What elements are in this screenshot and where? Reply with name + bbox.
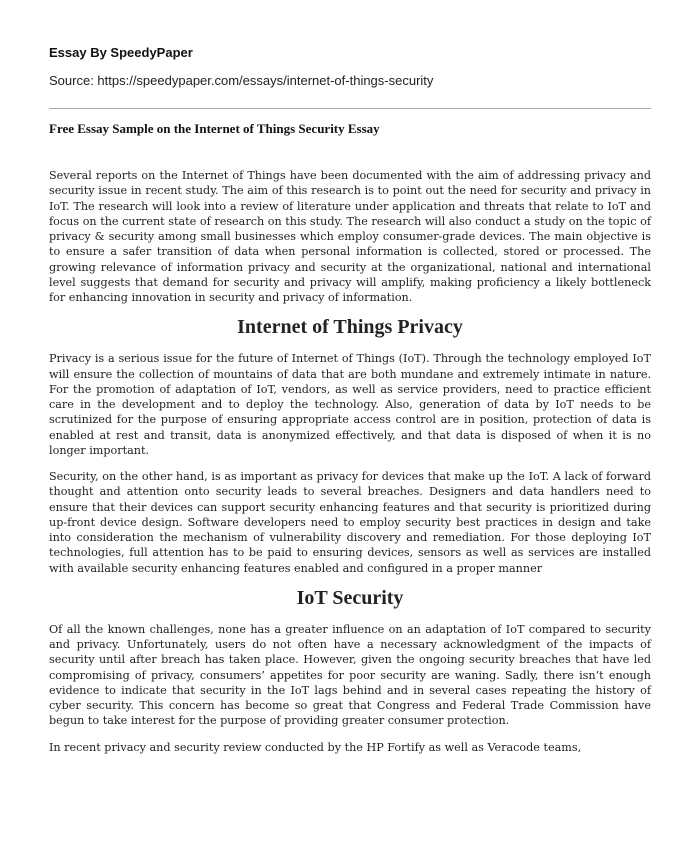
essay-title: Free Essay Sample on the Internet of Things Security Essay: [49, 121, 380, 136]
essay-body: [49, 168, 651, 766]
security-paragraph-2: In recent privacy and security review conducted by the HP Fortify as well as Veracode teams,: [49, 740, 582, 754]
privacy-paragraph-2: Security, on the other hand, is as important as privacy for devices that make up the IoT. A lack of forward thought and attention onto security leads to several breaches. Designers and data handlers need to ensure that their devices can support security enhancing features and that security is prioritized during up-front device design. Software developers need to employ security best practices in design and take into consideration the mechanism of vulnerability discovery and remediation. For those deploying IoT technologies, full attention has to be paid to ensuring devices, sensors as well as services are installed with available security enhancing features enabled and configured in a proper manner: [49, 470, 651, 575]
intro-paragraph: Several reports on the Internet of Things have been documented with the aim of addressing privacy and security issue in recent study. The aim of this research is to point out the need for security and privacy in IoT. The research will look into a review of literature under application and threats that relate to IoT and focus on the current state of research on this study. The research will also conduct a study on the topic of privacy & security among small businesses which employ consumer-grade devices. The main objective is to ensure a safer transition of data when personal information is collected, stored or processed. The growing relevance of information privacy and security at the organizational, national and international level suggests that demand for security and privacy will amplify, making proficiency a likely bottleneck for enhancing innovation in security and privacy of information.: [49, 169, 651, 304]
privacy-paragraph-1: Privacy is a serious issue for the future of Internet of Things (IoT). Through the technology employed IoT will ensure the collection of mountains of data that are both mundane and extremely intimate in nature. For the promotion of adaptation of IoT, vendors, as well as service providers, need to practice efficient care in the development and to deploy the technology. Also, generation of data by IoT needs to be scrutinized for the purpose of ensuring appropriate access control are in position, protection of data is enabled at rest and transit, data is anonymized effectively, and that data is disposed of when it is no longer important.: [49, 352, 651, 457]
section-heading-security: IoT Security: [296, 586, 404, 609]
header-divider: [49, 108, 651, 109]
publisher-title: Essay By SpeedyPaper: [49, 45, 193, 60]
section-heading-privacy: Internet of Things Privacy: [237, 316, 463, 339]
source-url: Source: https://speedypaper.com/essays/internet-of-things-security: [49, 73, 434, 88]
security-paragraph-1: Of all the known challenges, none has a greater influence on an adaptation of IoT compared to security and privacy. Unfortunately, users do not often have a necessary acknowledgment of the impacts of security until after breach has taken place. However, given the ongoing security breaches that have led compromising of privacy, consumers’ appetites for poor security are waning. Sadly, there isn’t enough evidence to indicate that security in the IoT lags behind and in several cases repeating the history of cyber security. This concern has become so great that Congress and Federal Trade Commission have begun to take interest for the purpose of providing greater consumer protection.: [49, 622, 651, 728]
